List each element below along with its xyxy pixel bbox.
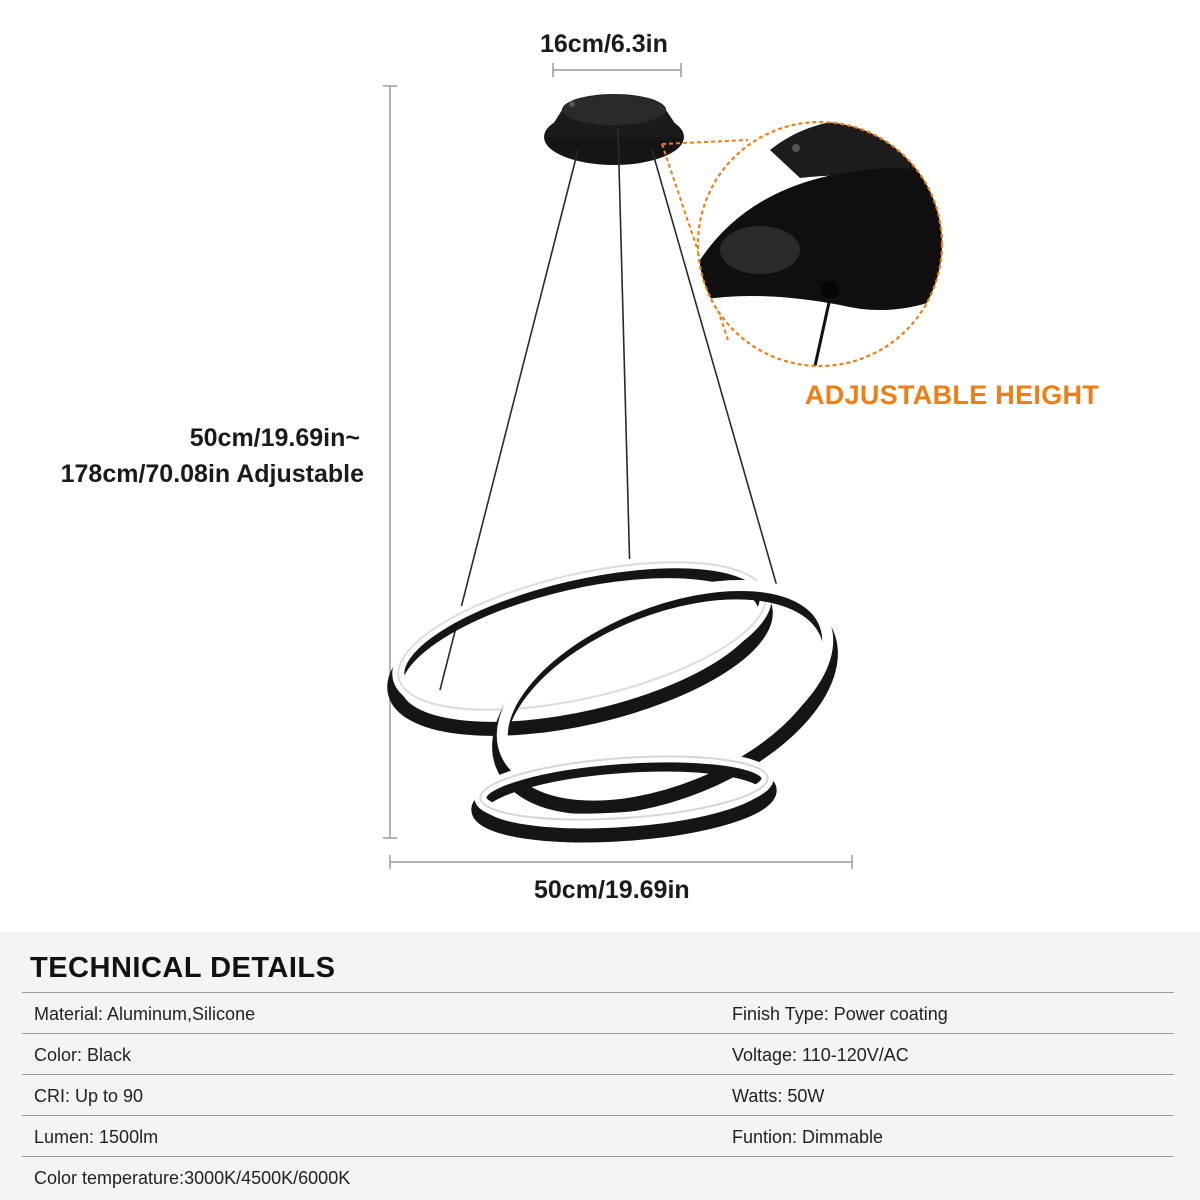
height-dimension-line <box>383 86 397 838</box>
spec-row <box>22 1035 1174 1075</box>
spec-finish-type: Finish Type: Power coating <box>732 1004 948 1024</box>
spec-row <box>22 1076 1174 1116</box>
technical-details-panel <box>0 932 1200 1200</box>
top-dimension-line <box>553 63 681 77</box>
spiral-rings <box>380 533 862 851</box>
adjustable-height-label: ADJUSTABLE HEIGHT <box>805 380 1100 410</box>
spec-color: Color: Black <box>34 1045 132 1065</box>
spec-color-temperature: Color temperature:3000K/4500K/6000K <box>34 1168 351 1188</box>
spec-row <box>22 994 1174 1034</box>
height-dimension-line1: 50cm/19.69in~ <box>189 424 360 452</box>
spec-watts: Watts: 50W <box>732 1086 825 1106</box>
spec-row <box>22 1117 1174 1157</box>
bottom-dimension-line <box>390 855 852 869</box>
spec-voltage: Voltage: 110-120V/AC <box>732 1045 909 1065</box>
zoom-detail-circle <box>690 118 960 370</box>
divider <box>22 1115 1174 1116</box>
divider <box>22 992 1174 993</box>
spec-lumen: Lumen: 1500lm <box>34 1127 159 1147</box>
spec-row <box>22 1158 1174 1198</box>
bottom-width-dimension: 50cm/19.69in <box>534 876 690 904</box>
technical-details-title: TECHNICAL DETAILS <box>30 952 336 984</box>
top-width-dimension: 16cm/6.3in <box>540 30 668 58</box>
spec-material: Material: Aluminum,Silicone <box>34 1004 256 1024</box>
divider <box>22 1033 1174 1034</box>
spec-cri: CRI: Up to 90 <box>34 1086 144 1106</box>
divider <box>22 1074 1174 1075</box>
spec-function: Funtion: Dimmable <box>732 1127 884 1147</box>
ceiling-canopy <box>544 94 684 165</box>
height-dimension-line2: 178cm/70.08in Adjustable <box>60 460 364 488</box>
divider <box>22 1156 1174 1157</box>
